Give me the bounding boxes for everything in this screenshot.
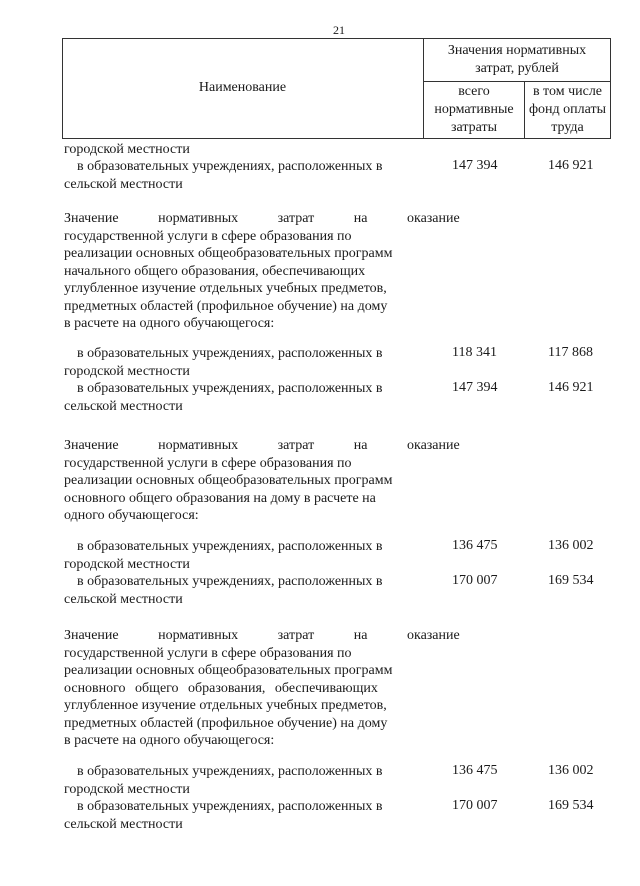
wage-value: 136 002 [548, 538, 594, 553]
row-label [64, 538, 423, 573]
text-line: в расчете на одного обучающегося: [64, 733, 275, 748]
total-value: 147 394 [452, 158, 498, 173]
text-line: Значение нормативных затрат на оказание [64, 628, 460, 643]
header-line: труда [551, 120, 584, 135]
text-line: сельской местности [64, 816, 183, 832]
text-line: основного общего образования на дому в расчете на [64, 490, 376, 506]
row-label [64, 380, 423, 415]
text-line: государственной услуги в сфере образования по [64, 455, 352, 471]
text-line: государственной услуги в сфере образования по [64, 228, 352, 244]
text-line: городской местности [64, 363, 190, 379]
text-line: сельской местности [64, 176, 183, 192]
header-line: затраты [450, 120, 498, 135]
row-label [64, 141, 423, 159]
text-line: в образовательных учреждениях, расположенных в [77, 574, 383, 589]
wage-value: 117 868 [548, 345, 593, 360]
text-line: в образовательных учреждениях, расположенных в [77, 381, 383, 396]
row-label [64, 798, 423, 833]
text-line: углубленное изучение отдельных учебных предметов, [64, 698, 387, 713]
text-line: в расчете на одного обучающегося: [64, 316, 275, 331]
text-line: предметных областей (профильное обучение) на дому [64, 298, 388, 314]
header-line: Значения нормативных [447, 42, 587, 58]
row-label [64, 345, 423, 380]
text-line: основного общего образования, обеспечивающих [64, 680, 378, 696]
text-line: сельской местности [64, 591, 183, 607]
text-line: государственной услуги в сфере образования по [64, 645, 352, 661]
header-line: в том числе [532, 84, 603, 99]
text-line: реализации основных общеобразовательных программ [64, 473, 393, 488]
text-line: в образовательных учреждениях, расположенных в [77, 764, 383, 779]
total-value: 136 475 [452, 538, 498, 553]
row-label [64, 763, 423, 798]
header-line: затрат, рублей [475, 60, 559, 76]
wage-column-header [525, 82, 610, 138]
total-value: 147 394 [452, 380, 498, 395]
wage-value: 146 921 [548, 380, 594, 395]
text-line: городской местности [64, 142, 190, 157]
text-line: в образовательных учреждениях, расположенных в [77, 159, 383, 174]
text-line: Значение нормативных затрат на оказание [64, 211, 460, 226]
table-header [62, 38, 610, 138]
text-line: сельской местности [64, 398, 183, 414]
section-description [64, 210, 460, 333]
text-line: городской местности [64, 781, 190, 797]
values-group-header [424, 38, 610, 81]
name-column-header: Наименование [198, 80, 287, 95]
text-line: углубленное изучение отдельных учебных предметов, [64, 281, 387, 296]
text-line: предметных областей (профильное обучение) на дому [64, 715, 388, 731]
total-value: 118 341 [452, 345, 497, 360]
total-column-header [424, 82, 524, 138]
section-description [64, 627, 460, 750]
wage-value: 169 534 [548, 573, 594, 588]
header-line: фонд оплаты [528, 102, 607, 117]
total-value: 136 475 [452, 763, 498, 778]
text-line: одного обучающегося: [64, 508, 199, 523]
text-line: реализации основных общеобразовательных программ [64, 246, 393, 261]
text-line: Значение нормативных затрат на оказание [64, 438, 460, 453]
text-line: реализации основных общеобразовательных программ [64, 663, 393, 678]
text-line: в образовательных учреждениях, расположенных в [77, 539, 383, 554]
text-line: в образовательных учреждениях, расположенных в [77, 799, 383, 814]
section-description [64, 437, 460, 525]
header-line: нормативные [434, 102, 514, 117]
total-value: 170 007 [452, 798, 498, 813]
wage-value: 169 534 [548, 798, 594, 813]
row-label [64, 573, 423, 608]
text-line: начального общего образования, обеспечивающих [64, 263, 366, 279]
header-line: всего [458, 84, 490, 99]
wage-value: 146 921 [548, 158, 594, 173]
text-line: в образовательных учреждениях, расположенных в [77, 346, 383, 361]
total-value: 170 007 [452, 573, 498, 588]
row-label [64, 158, 423, 193]
page-number: 21 [333, 23, 345, 37]
wage-value: 136 002 [548, 763, 594, 778]
text-line: городской местности [64, 556, 190, 572]
